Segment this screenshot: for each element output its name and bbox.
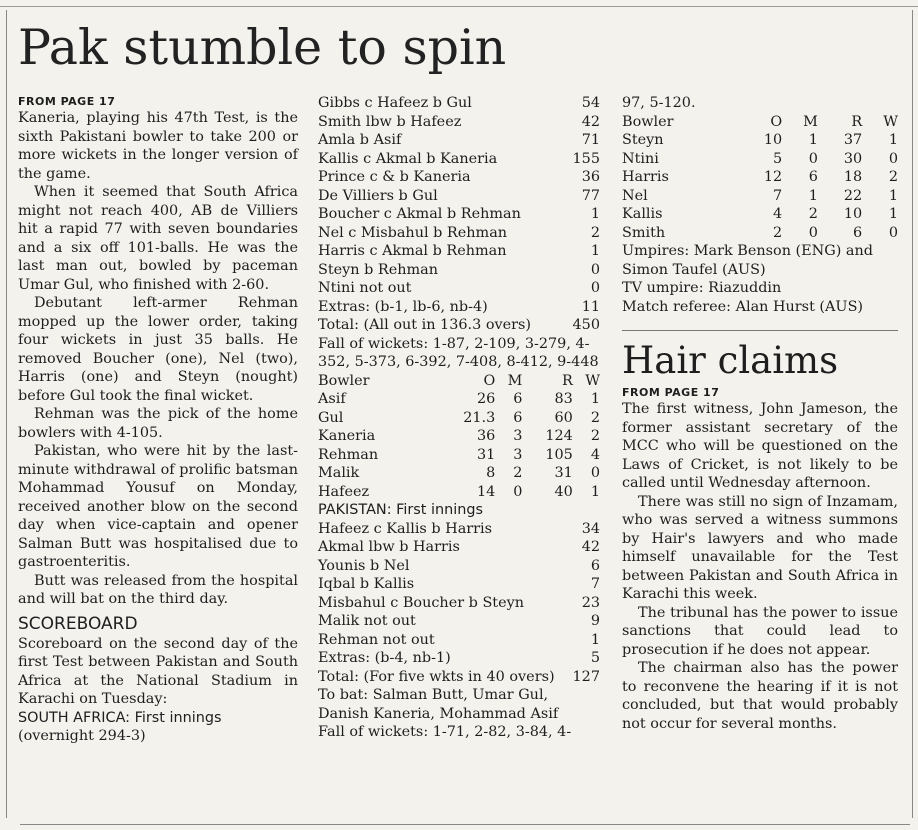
bowling-header-row [318,372,600,391]
maidens: 6 [513,391,523,407]
bowler-name: Asif [318,391,346,407]
wickets: 0 [590,465,600,481]
maidens-header: M [507,372,523,389]
wickets-header: W [585,372,600,389]
bowling-row [318,390,600,409]
runs-scored: 34 [581,520,600,537]
overs: 10 [763,132,783,148]
batsman-dismissal: Malik not out [318,613,416,629]
batsman-dismissal: Misbahul c Boucher b Steyn [318,594,525,611]
match-referee: Match referee: Alan Hurst (AUS) [622,298,864,315]
maidens: 1 [808,187,818,204]
story-kicker: FROM PAGE 17 [18,95,116,108]
batsman-dismissal: Extras: (b-4, nb-1) [318,650,451,666]
batsman-dismissal: De Villiers b Gul [318,187,438,204]
runs-scored: 155 [572,150,600,167]
bowler-name: Rehman [318,446,379,463]
runs-scored: 7 [590,576,600,592]
column-3 [622,94,898,733]
batting-row [318,520,600,539]
overs: 31 [476,446,496,463]
runs-scored: 36 [581,169,600,185]
runs-conceded: 37 [843,132,863,148]
overs-header: O [483,372,496,389]
pakistan-batting-list [318,520,600,687]
runs-conceded: 105 [545,446,573,463]
runs-scored: 0 [590,261,600,278]
bowling-row [622,187,898,206]
runs-scored: 23 [581,594,600,611]
maidens: 3 [513,446,523,463]
runs-conceded: 60 [554,409,573,426]
south-africa-batting-list [318,94,600,335]
runs-conceded: 83 [554,391,573,407]
batsman-dismissal: Gibbs c Hafeez b Gul [318,95,472,111]
runs-conceded: 30 [843,150,863,167]
bowler-name: Steyn [622,132,664,148]
batting-row [318,631,600,650]
maidens: 2 [808,206,818,222]
bowling-row [622,131,898,150]
bowling-row [622,168,898,187]
runs-scored: 71 [581,132,600,148]
second-story-headline: Hair claims [622,330,898,385]
runs-conceded: 22 [843,187,863,204]
second-story-kicker: FROM PAGE 17 [622,386,720,399]
batting-row [318,538,600,557]
batting-row [318,298,600,317]
bowler-name: Nel [622,187,648,204]
south-africa-innings-header: SOUTH AFRICA: First innings [18,709,222,726]
batting-row [318,187,600,206]
maidens: 6 [808,169,818,185]
batsman-dismissal: Younis b Nel [318,557,410,574]
wickets: 1 [888,132,898,148]
batting-row [318,168,600,187]
maidens: 1 [808,132,818,148]
bowling-row [318,409,600,428]
batting-row [318,150,600,169]
batsman-dismissal: Boucher c Akmal b Rehman [318,206,521,222]
batsman-dismissal: Kallis c Akmal b Kaneria [318,150,498,167]
runs-scored: 2 [590,224,600,241]
batsman-dismissal: Smith lbw b Hafeez [318,113,462,130]
batsman-dismissal: Nel c Misbahul b Rehman [318,224,508,241]
paragraph: Kaneria, playing his 47th Test, is the sixth Pakistani bowler to take 200 or more wickets in the longer version of the game. [18,110,298,182]
page-headline: Pak stumble to spin [18,19,507,76]
batsman-dismissal: Prince c & b Kaneria [318,169,471,185]
paragraph: Butt was released from the hospital and will bat on the third day. [18,572,298,607]
batting-row [318,557,600,576]
runs-conceded: 124 [545,428,573,444]
yet-to-bat: To bat: Salman Butt, Umar Gul, Danish Kaneria, Mohammad Asif [318,687,559,722]
bowler-name: Ntini [622,150,659,167]
wickets: 0 [888,224,898,241]
paragraph: The tribunal has the power to issue sanctions that could lead to prosecution if he does not appear. [622,604,898,658]
batting-row [318,316,600,335]
runs-scored: 9 [590,613,600,629]
batsman-dismissal: Ntini not out [318,280,412,296]
bowler-name: Smith [622,224,666,241]
batting-row [318,612,600,631]
batting-row [318,113,600,132]
bowler-header: Bowler [622,113,674,130]
runs-conceded: 31 [554,465,573,481]
bowler-name: Kallis [622,206,663,222]
overs: 4 [773,206,783,222]
bowler-name: Gul [318,409,344,426]
runs-scored: 1 [590,243,600,259]
wickets: 1 [888,187,898,204]
batting-row [318,131,600,150]
paragraph: The chairman also has the power to reconvene the hearing if it is not concluded, but that would probably not occur for several months. [622,660,898,732]
overs: 8 [486,465,496,481]
runs-scored: 450 [572,317,600,333]
batting-row [318,668,600,687]
pakistan-bowling-table [318,372,600,502]
top-rule [0,0,918,7]
runs-header: R [561,372,573,389]
batting-row [318,242,600,261]
bowler-name: Harris [622,169,669,185]
bowling-row [622,224,898,243]
maidens: 0 [808,224,818,241]
paragraph: Rehman was the pick of the home bowlers with 4-105. [18,406,298,441]
maidens: 0 [513,483,523,500]
runs-scored: 11 [581,298,600,315]
bowler-name: Hafeez [318,483,370,500]
paragraph: When it seemed that South Africa might not reach 400, AB de Villiers hit a rapid 77 with seven boundaries and a six off 101-balls. He was the last man out, bowled by paceman Umar Gul, who finished with 2-60. [18,184,298,293]
runs-conceded: 10 [843,206,863,222]
runs-scored: 1 [590,206,600,222]
batting-row [318,94,600,113]
batsman-dismissal: Total: (All out in 136.3 overs) [318,317,532,333]
scoreboard-intro: Scoreboard on the second day of the first Test between Pakistan and South Africa at the National Stadium in Karachi on Tuesday: [18,635,298,707]
left-column-rule [6,10,7,818]
overs: 26 [476,391,496,407]
overs: 5 [773,150,783,167]
overs: 12 [763,169,783,185]
wickets: 2 [590,409,600,426]
bowling-header-row [622,113,898,132]
maidens: 2 [513,465,523,481]
bowling-row [318,464,600,483]
bowling-row [318,483,600,502]
overs: 21.3 [463,409,496,426]
batting-row [318,224,600,243]
runs-header: R [851,113,863,130]
maidens: 3 [513,428,523,444]
overs: 14 [476,483,496,500]
batting-row [318,205,600,224]
wickets: 2 [590,428,600,444]
column-1 [18,94,298,746]
wickets: 1 [888,206,898,222]
paragraph: There was still no sign of Inzamam, who was served a witness summons by Hair's lawyers and who made himself unavailable for the Test between Pakistan and South Africa in Karachi this week. [622,493,898,602]
batsman-dismissal: Harris c Akmal b Rehman [318,243,507,259]
runs-scored: 127 [572,668,600,685]
story-body [18,109,298,609]
batsman-dismissal: Hafeez c Kallis b Harris [318,520,493,537]
bowler-name: Kaneria [318,428,376,444]
runs-scored: 42 [581,539,600,555]
overs: 36 [476,428,496,444]
batting-row [318,575,600,594]
batsman-dismissal: Rehman not out [318,631,435,648]
runs-scored: 5 [590,650,600,666]
batting-row [318,261,600,280]
batting-row [318,594,600,613]
runs-conceded: 18 [843,169,863,185]
paragraph: Debutant left-armer Rehman mopped up the lower order, taking four wickets in just 35 balls. He removed Boucher (one), Nel (two), Harris (one) and Steyn (nought) before Gul took the final wicket. [18,295,298,404]
right-column-rule [912,10,913,818]
bowling-row [318,446,600,465]
fall-of-wickets-continued: 97, 5-120. [622,95,696,111]
maidens: 6 [513,409,523,426]
bowling-row [318,427,600,446]
batsman-dismissal: Amla b Asif [318,132,402,148]
scoreboard-title: SCOREBOARD [18,613,138,634]
bowler-name: Malik [318,465,360,481]
overnight-score: (overnight 294-3) [18,728,146,744]
runs-scored: 6 [590,557,600,574]
wickets: 1 [590,483,600,500]
runs-scored: 42 [581,113,600,130]
pakistan-fall-of-wickets: Fall of wickets: 1-71, 2-82, 3-84, 4- [318,724,572,740]
runs-scored: 0 [590,280,600,296]
column-2 [318,94,600,742]
pakistan-innings-header: PAKISTAN: First innings [318,502,483,518]
batsman-dismissal: Iqbal b Kallis [318,576,415,592]
overs-header: O [770,113,783,130]
maidens: 0 [808,150,818,167]
batsman-dismissal: Extras: (b-1, lb-6, nb-4) [318,298,488,315]
wickets: 0 [888,150,898,167]
overs: 7 [773,187,783,204]
wickets: 1 [590,391,600,407]
overs: 2 [773,224,783,241]
tv-umpire: TV umpire: Riazuddin [622,280,782,296]
wickets: 4 [590,446,600,463]
batting-row [318,279,600,298]
paragraph: Pakistan, who were hit by the last-minute withdrawal of prolific batsman Mohammad Yousuf on Monday, received another blow on the second day when vice-captain and opener Salman Butt was hospitalised due to gastroenteritis. [18,443,298,570]
runs-conceded: 6 [853,224,863,241]
batsman-dismissal: Steyn b Rehman [318,261,439,278]
batsman-dismissal: Total: (For five wkts in 40 overs) [318,668,555,685]
bowling-row [622,150,898,169]
wickets-header: W [883,113,898,130]
runs-scored: 1 [590,631,600,648]
bottom-rule [20,824,910,825]
umpires: Umpires: Mark Benson (ENG) and Simon Taufel (AUS) [622,243,873,278]
paragraph: The first witness, John Jameson, the former assistant secretary of the MCC who will be questioned on the Laws of Cricket, is not likely to be called until Wednesday afternoon. [622,401,898,491]
runs-scored: 54 [581,95,600,111]
runs-conceded: 40 [554,483,573,500]
south-africa-fall-of-wickets: Fall of wickets: 1-87, 2-109, 3-279, 4-352, 5-373, 6-392, 7-408, 8-412, 9-448 [318,335,599,370]
wickets: 2 [888,169,898,185]
batting-row [318,649,600,668]
maidens-header: M [803,113,818,130]
south-africa-bowling-table [622,113,898,243]
runs-scored: 77 [581,187,600,204]
second-story-body [622,400,898,733]
bowling-row [622,205,898,224]
batsman-dismissal: Akmal lbw b Harris [318,539,460,555]
bowler-header: Bowler [318,372,370,389]
